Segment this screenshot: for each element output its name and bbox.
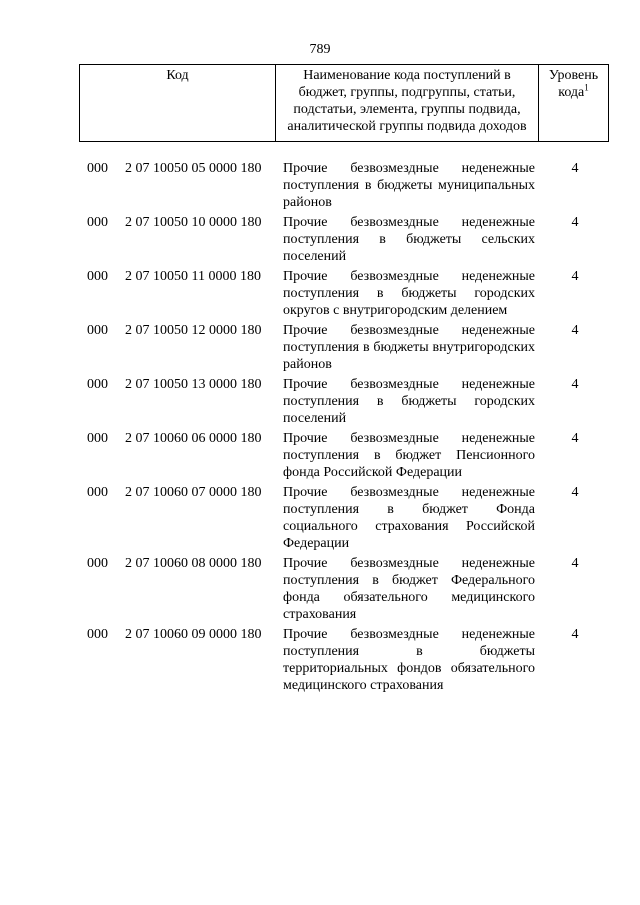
revenue-name: Прочие безвозмездные неденежные поступления в бюджеты городских поселений [283,377,535,426]
table-row [0,160,640,211]
table-row [0,555,640,623]
revenue-name: Прочие безвозмездные неденежные поступления в бюджеты городских округов с внутригородским делением [283,269,535,318]
revenue-name: Прочие безвозмездные неденежные поступления в бюджеты муниципальных районов [283,161,535,210]
header-name: Наименование кода поступлений в бюджет, группы, подгруппы, статьи, подстатьи, элемента, группы подвида, аналитической группы подвида доходов [276,65,539,141]
code-level: 4 [571,556,579,571]
revenue-name: Прочие безвозмездные неденежные поступления в бюджет Федерального фонда обязательного медицинского страхования [283,556,535,622]
table-row [0,430,640,481]
header-code: Код [79,65,276,141]
revenue-code: 2 07 10050 10 0000 180 [125,215,262,230]
table-row [0,376,640,427]
admin-code: 000 [87,485,108,500]
revenue-code: 2 07 10060 06 0000 180 [125,431,262,446]
table-row [0,268,640,319]
header-level-footnote: 1 [584,82,589,93]
revenue-code: 2 07 10050 12 0000 180 [125,323,262,338]
revenue-name: Прочие безвозмездные неденежные поступления в бюджеты внутригородских районов [283,323,535,372]
revenue-name: Прочие безвозмездные неденежные поступления в бюджет Пенсионного фонда Российской Федерации [283,431,535,480]
table-row [0,484,640,552]
header-level [539,65,609,141]
table-row [0,322,640,373]
revenue-name: Прочие безвозмездные неденежные поступления в бюджеты территориальных фондов обязательного медицинского страхования [283,627,535,693]
admin-code: 000 [87,627,108,642]
admin-code: 000 [87,323,108,338]
code-level: 4 [571,377,579,392]
header-level-label: Уровень кода [548,68,599,100]
table-header [79,64,609,142]
code-level: 4 [571,215,579,230]
revenue-name: Прочие безвозмездные неденежные поступления в бюджет Фонда социального страхования Российской Федерации [283,485,535,551]
revenue-code: 2 07 10060 08 0000 180 [125,556,262,571]
admin-code: 000 [87,556,108,571]
revenue-code: 2 07 10050 05 0000 180 [125,161,262,176]
revenue-code: 2 07 10060 09 0000 180 [125,627,262,642]
code-level: 4 [571,627,579,642]
admin-code: 000 [87,161,108,176]
code-level: 4 [571,323,579,338]
admin-code: 000 [87,431,108,446]
table-row [0,626,640,694]
admin-code: 000 [87,377,108,392]
code-level: 4 [571,161,579,176]
admin-code: 000 [87,215,108,230]
code-level: 4 [571,485,579,500]
code-level: 4 [571,269,579,284]
revenue-name: Прочие безвозмездные неденежные поступления в бюджеты сельских поселений [283,215,535,264]
revenue-code: 2 07 10060 07 0000 180 [125,485,262,500]
revenue-code: 2 07 10050 13 0000 180 [125,377,262,392]
page-number: 789 [309,42,331,57]
table-row [0,214,640,265]
admin-code: 000 [87,269,108,284]
revenue-code: 2 07 10050 11 0000 180 [125,269,261,284]
table-body [0,160,640,697]
code-level: 4 [571,431,579,446]
